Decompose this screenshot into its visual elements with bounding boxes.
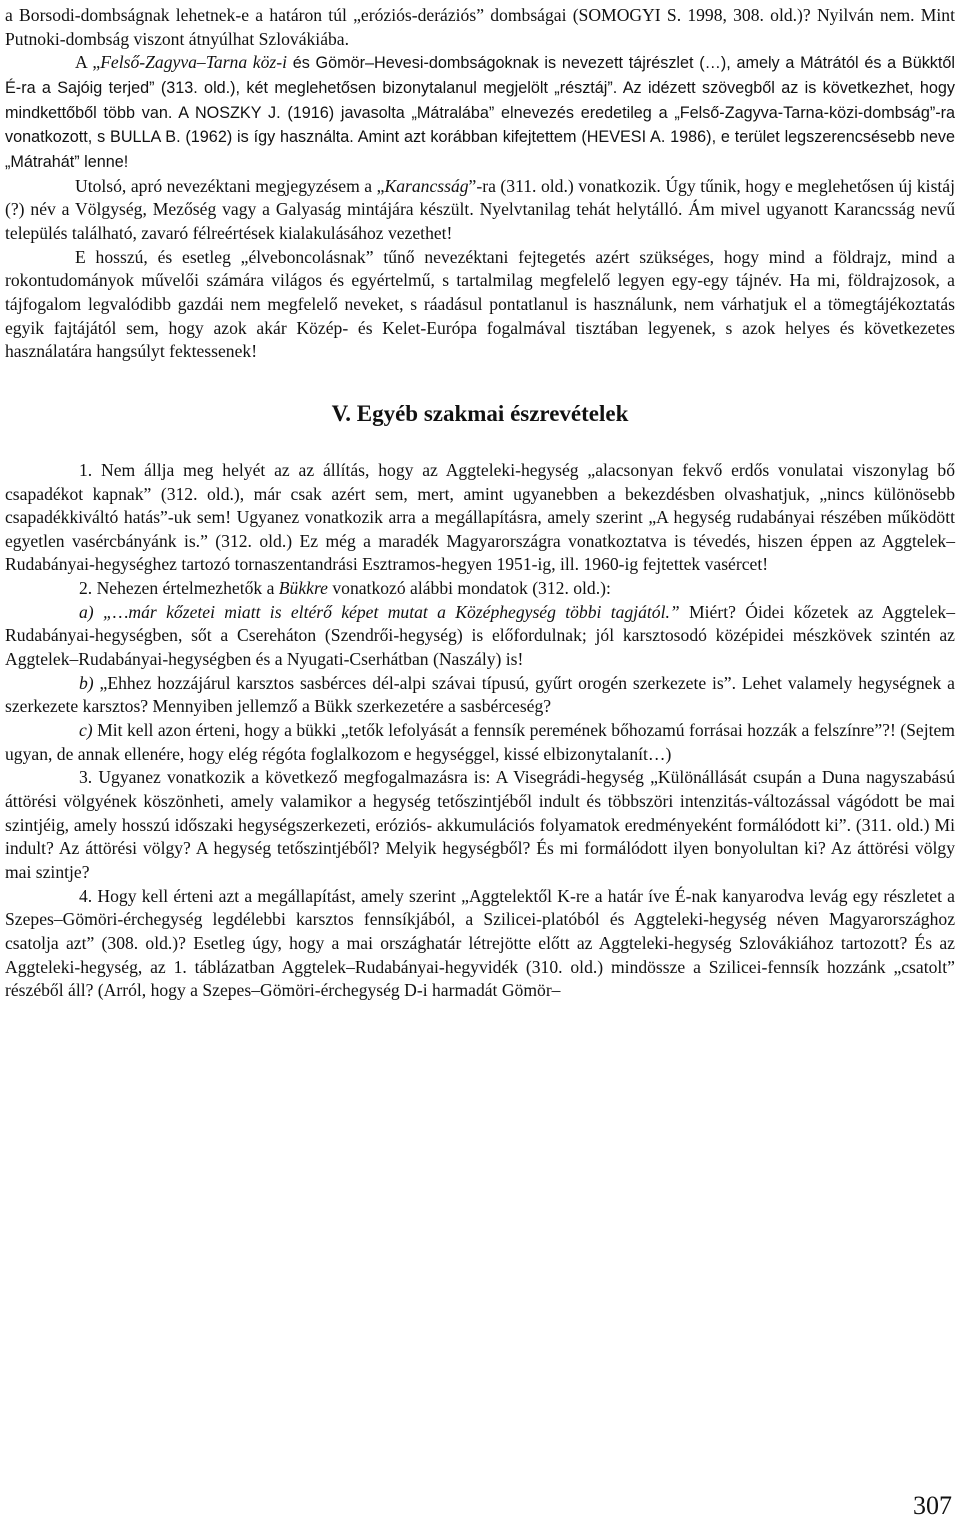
paragraph-borsodi: a Borsodi-dombságnak lehetnek-e a határon túl „eróziós-deráziós” dombságai (SOMOGYI S. 1998, 308. old.)? Nyilván nem. Mint Putnoki-dombság viszont átnyúlhat Szlovákiába. <box>5 5 955 49</box>
paragraph-text: 2. Nehezen értelmezhetők a <box>79 578 279 599</box>
paragraph-text: „Ehhez hozzájárul karsztos sasbérces dél-alpi szávai típusú, gyűrt orogén szerkezete is”. Lehet valamely hegységnek a szerkezete karsztos? Mennyiben jellemző a Bükk szerkezetére a sasbérceség? <box>5 672 955 717</box>
paragraph-karancssag <box>5 175 955 246</box>
paragraph-point-2c <box>5 719 955 766</box>
paragraph-point-2b <box>5 672 955 719</box>
paragraph-point-2 <box>5 577 955 601</box>
section-heading: V. Egyéb szakmai észrevételek <box>331 400 629 426</box>
paragraph-text: Mit kell azon érteni, hogy a bükki „tetők lefolyását a fennsík peremének bőhozamú forrásai hozzák a felszínre”?! (Sejtem ugyan, de annak ellenére, hogy elég régóta foglalkozom e hegységgel, kissé elbizonytalanít…) <box>5 720 955 764</box>
paragraph-text: Utolsó, apró nevezéktani megjegyzésem a „ <box>75 175 385 196</box>
paragraph-text: ”-ra (311. old.) vonatkozik. Úgy tűnik, hogy e meglehetősen új kistáj (?) név a Völgység, Mezőség vagy a Galyaság mintájára készült. Nyelvtanilag tehát helytálló. Ám mivel ugyanott Karancsság nevű település található, zavaró félreértések kialakulásához vezethet! <box>5 175 955 243</box>
italic-quote: „…már kőzetei miatt is eltérő képet mutat a Középhegység többi tagjától.” <box>93 601 680 622</box>
list-label: b) <box>79 672 94 693</box>
paragraph-point-1: 1. Nem állja meg helyét az az állítás, hogy az Aggteleki-hegység „alacsonyan fekvő erdős vonulatai viszonylag bő csapadékot kapnak” (312. old.), már csak azért sem, mert, amint ugyanebben a bekezdésben olvashatjuk, „nincs különösebb csapadékkiváltó hatás”-uk sem! Ugyanez vonatkozik arra a megállapításra, amely szerint „A hegység rudabányai részében működött egyetlen vasércbányánk is.” (312. old.) Ez még a maradék Magyarországra vonatkoztatva is tévedés, hiszen éppen az Aggtelek–Rudabányai-hegységhez tartozó tornaszentandrási Esztramos-hegyen 1951-ig, ill. 1960-ig fejtettek vasércet! <box>5 459 955 575</box>
paragraph-felso-zagyva <box>5 51 955 174</box>
paragraph-text: Miért? Óidei kőzetek az Aggtelek–Rudabányai-hegységben, sőt a Csereháton (Szendrői-hegység) is előfordulnak; jól karsztosodó középidei mészkövek szintén az Aggtelek–Rudabányai-hegységben és a Nyugati-Cserhátban (Naszály) is! <box>5 601 955 670</box>
paragraph-point-4: 4. Hogy kell érteni azt a megállapítást, amely szerint „Aggtelektől K-re a határ íve É-nak kanyarodva levág egy részletet a Szepes–Gömöri-érchegység legdélebbi karsztos fennsíkjából, a Szilicei-platóból és Aggteleki-hegység néven Magyarországhoz csatolja azt” (308. old.)? Esetleg úgy, hogy a mai országhatár létrejötte előtt az Aggteleki-hegység Szlovákiához tartozott? És az Aggteleki-hegység, az 1. táblázatban Aggtelek–Rudabányai-hegyvidék (310. old.) mindössze a Szilicei-fennsík hozzánk „csatolt” részéből áll? (Arról, hogy a Szepes–Gömöri-érchegység D-i harmadát Gömör– <box>5 885 955 1001</box>
paragraph-text: vonatkozó alábbi mondatok (312. old.): <box>327 578 611 599</box>
italic-term: Karancsság <box>384 175 469 196</box>
paragraph-point-2a <box>5 601 955 672</box>
paragraph-text: A „ <box>75 52 101 73</box>
list-label: c) <box>79 720 93 741</box>
page-number: 307 <box>913 1491 952 1520</box>
paragraph-text: és Gömör–Hevesi-dombságoknak is nevezett tájrészlet (…), amely a Mátrától és a Bükktől É-ra a Sajóig terjed” (313. old.), két meglehetősen bizonytalanul megjelölt „résztáj”. Az idézett szövegből az is következhet, hogy mindkettőből több van. A NOSZKY J. (1916) javasolta „Mátralába” elnevezés eredetileg a „Felső-Zagyva-Tarna-közi-dombság”-ra vonatkozott, s BULLA B. (1962) is így használta. Amint azt korábban kifejtettem (HEVESI A. 1986), e terület legszerencsésebb neve „Mátrahát” lenne! <box>5 54 955 171</box>
paragraph-point-3: 3. Ugyanez vonatkozik a következő megfogalmazásra is: A Visegrádi-hegység „Különállását csupán a Duna nagyszabású áttörési völgyének köszönheti, amely valamikor a hegység tetőszintjéből indult és többszöri intenzitás-változással vágódott be mai szintjéig, amely hosszú időszaki hegységszerkezeti, eróziós- akkumulációs folyamatok eredményeként formálódott ki”. (311. old.) Mi indult? Az áttörési völgy? A hegység tetőszintjéből? Melyik hegységből? És mi formálódott ilyen bonyolultan ki? Az áttörési völgy mai szintje? <box>5 767 955 882</box>
italic-term: Felső-Zagyva–Tarna köz-i <box>100 52 287 73</box>
document-body <box>5 4 955 1003</box>
paragraph-conclusion: E hosszú, és esetleg „élveboncolásnak” tűnő nevezéktani fejtegetés azért szükséges, hogy mind a földrajz, mind a rokontudományok művelői számára világos és egyértelmű, s tartalmilag megfelelő legyen egy-egy tájnév. Ha mi, földrajzosok, a tájfogalom legvalódibb gazdái nem megfelelő neveket, s ráadásul pontatlanul is használunk, nem várhatjuk el a tömegtájékoztatás egyik fajtájától sem, hogy azok akár Közép- és Kelet-Európa fogalmával tisztában legyenek, s azok helyes és következetes használatára hangsúlyt fektessenek! <box>5 246 955 362</box>
list-label: a) <box>79 601 94 622</box>
italic-term: Bükkre <box>278 578 328 599</box>
